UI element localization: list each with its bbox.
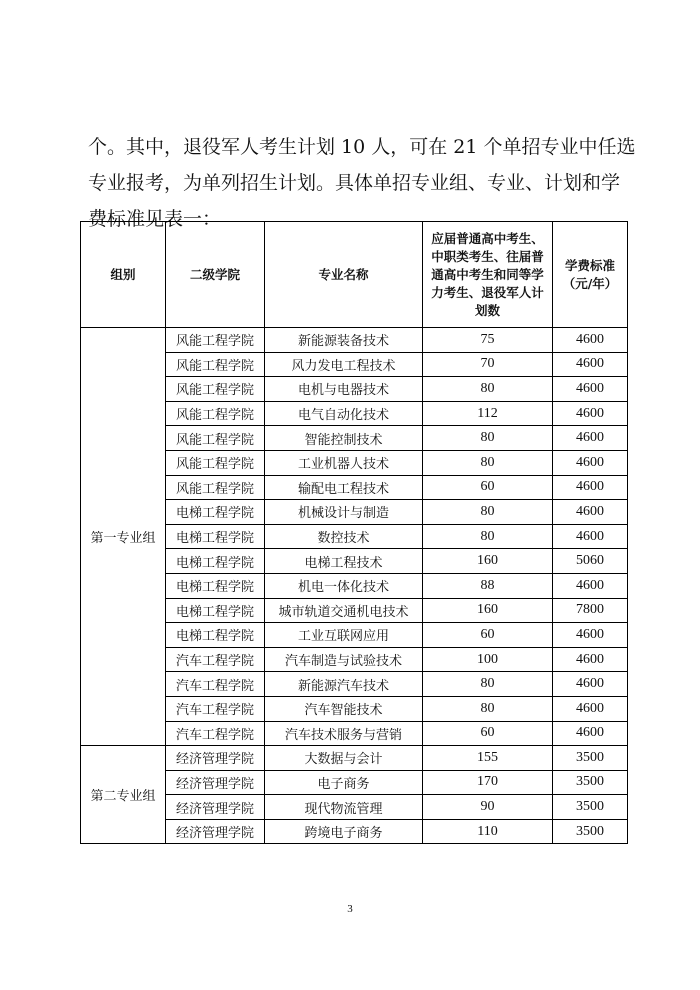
college-cell: 风能工程学院	[166, 352, 265, 377]
college-cell: 风能工程学院	[166, 475, 265, 500]
plan-count-cell: 100	[423, 647, 553, 672]
major-cell: 汽车制造与试验技术	[265, 647, 423, 672]
college-cell: 经济管理学院	[166, 795, 265, 820]
table-row	[81, 328, 628, 353]
tuition-cell: 4600	[553, 450, 628, 475]
major-cell: 机电一体化技术	[265, 573, 423, 598]
plan-count-cell: 160	[423, 598, 553, 623]
tuition-cell: 3500	[553, 819, 628, 844]
major-cell: 跨境电子商务	[265, 819, 423, 844]
major-cell: 汽车智能技术	[265, 696, 423, 721]
header-group: 组别	[81, 222, 166, 328]
college-cell: 风能工程学院	[166, 401, 265, 426]
group-name-cell: 第一专业组	[81, 328, 166, 746]
plan-count-cell: 80	[423, 500, 553, 525]
major-cell: 机械设计与制造	[265, 500, 423, 525]
college-cell: 风能工程学院	[166, 377, 265, 402]
plan-count-cell: 80	[423, 672, 553, 697]
intro-line: 个。其中，退役军人考生计划 10 人，可在 21 个单招专业中任选	[88, 136, 636, 158]
tuition-cell: 7800	[553, 598, 628, 623]
college-cell: 汽车工程学院	[166, 721, 265, 746]
tuition-cell: 4600	[553, 672, 628, 697]
major-cell: 现代物流管理	[265, 795, 423, 820]
table-body	[81, 328, 628, 844]
group-name-cell: 第二专业组	[81, 746, 166, 844]
plan-count-cell: 112	[423, 401, 553, 426]
tuition-cell: 4600	[553, 524, 628, 549]
college-cell: 电梯工程学院	[166, 598, 265, 623]
tuition-cell: 3500	[553, 746, 628, 771]
major-cell: 输配电工程技术	[265, 475, 423, 500]
major-cell: 电气自动化技术	[265, 401, 423, 426]
plan-count-cell: 80	[423, 696, 553, 721]
plan-count-cell: 160	[423, 549, 553, 574]
college-cell: 电梯工程学院	[166, 549, 265, 574]
major-cell: 工业互联网应用	[265, 623, 423, 648]
tuition-cell: 3500	[553, 770, 628, 795]
college-cell: 汽车工程学院	[166, 696, 265, 721]
major-cell: 新能源装备技术	[265, 328, 423, 353]
tuition-cell: 4600	[553, 696, 628, 721]
tuition-cell: 4600	[553, 647, 628, 672]
major-cell: 电机与电器技术	[265, 377, 423, 402]
tuition-cell: 4600	[553, 500, 628, 525]
enrollment-plan-table	[80, 221, 628, 844]
plan-count-cell: 90	[423, 795, 553, 820]
tuition-cell: 4600	[553, 475, 628, 500]
plan-count-cell: 88	[423, 573, 553, 598]
plan-count-cell: 155	[423, 746, 553, 771]
header-plan-count: 应届普通高中考生、中职类考生、往届普通高中考生和同等学力考生、退役军人计划数	[423, 222, 553, 328]
plan-count-cell: 80	[423, 524, 553, 549]
college-cell: 汽车工程学院	[166, 647, 265, 672]
major-cell: 电子商务	[265, 770, 423, 795]
tuition-cell: 4600	[553, 352, 628, 377]
plan-count-cell: 80	[423, 426, 553, 451]
header-major: 专业名称	[265, 222, 423, 328]
plan-count-cell: 110	[423, 819, 553, 844]
intro-line: 专业报考，为单列招生计划。具体单招专业组、专业、计划和学	[88, 172, 621, 194]
tuition-cell: 3500	[553, 795, 628, 820]
college-cell: 经济管理学院	[166, 819, 265, 844]
table-row	[81, 746, 628, 771]
plan-count-cell: 170	[423, 770, 553, 795]
college-cell: 汽车工程学院	[166, 672, 265, 697]
college-cell: 风能工程学院	[166, 450, 265, 475]
major-cell: 智能控制技术	[265, 426, 423, 451]
header-tuition: 学费标准（元/年）	[553, 222, 628, 328]
college-cell: 风能工程学院	[166, 328, 265, 353]
tuition-cell: 4600	[553, 623, 628, 648]
college-cell: 经济管理学院	[166, 770, 265, 795]
page-number: 3	[347, 903, 353, 915]
major-cell: 新能源汽车技术	[265, 672, 423, 697]
major-cell: 汽车技术服务与营销	[265, 721, 423, 746]
intro-line: 费标准见表一：	[88, 208, 222, 230]
plan-count-cell: 60	[423, 475, 553, 500]
plan-count-cell: 80	[423, 450, 553, 475]
table-header-row	[81, 222, 628, 328]
header-college: 二级学院	[166, 222, 265, 328]
tuition-cell: 4600	[553, 573, 628, 598]
college-cell: 电梯工程学院	[166, 524, 265, 549]
college-cell: 电梯工程学院	[166, 500, 265, 525]
major-cell: 城市轨道交通机电技术	[265, 598, 423, 623]
major-cell: 风力发电工程技术	[265, 352, 423, 377]
college-cell: 风能工程学院	[166, 426, 265, 451]
major-cell: 数控技术	[265, 524, 423, 549]
tuition-cell: 5060	[553, 549, 628, 574]
college-cell: 电梯工程学院	[166, 623, 265, 648]
major-cell: 电梯工程技术	[265, 549, 423, 574]
tuition-cell: 4600	[553, 401, 628, 426]
plan-count-cell: 70	[423, 352, 553, 377]
major-cell: 大数据与会计	[265, 746, 423, 771]
plan-count-cell: 60	[423, 623, 553, 648]
tuition-cell: 4600	[553, 426, 628, 451]
tuition-cell: 4600	[553, 328, 628, 353]
plan-count-cell: 80	[423, 377, 553, 402]
plan-count-cell: 60	[423, 721, 553, 746]
major-cell: 工业机器人技术	[265, 450, 423, 475]
tuition-cell: 4600	[553, 377, 628, 402]
plan-count-cell: 75	[423, 328, 553, 353]
college-cell: 经济管理学院	[166, 746, 265, 771]
college-cell: 电梯工程学院	[166, 573, 265, 598]
tuition-cell: 4600	[553, 721, 628, 746]
